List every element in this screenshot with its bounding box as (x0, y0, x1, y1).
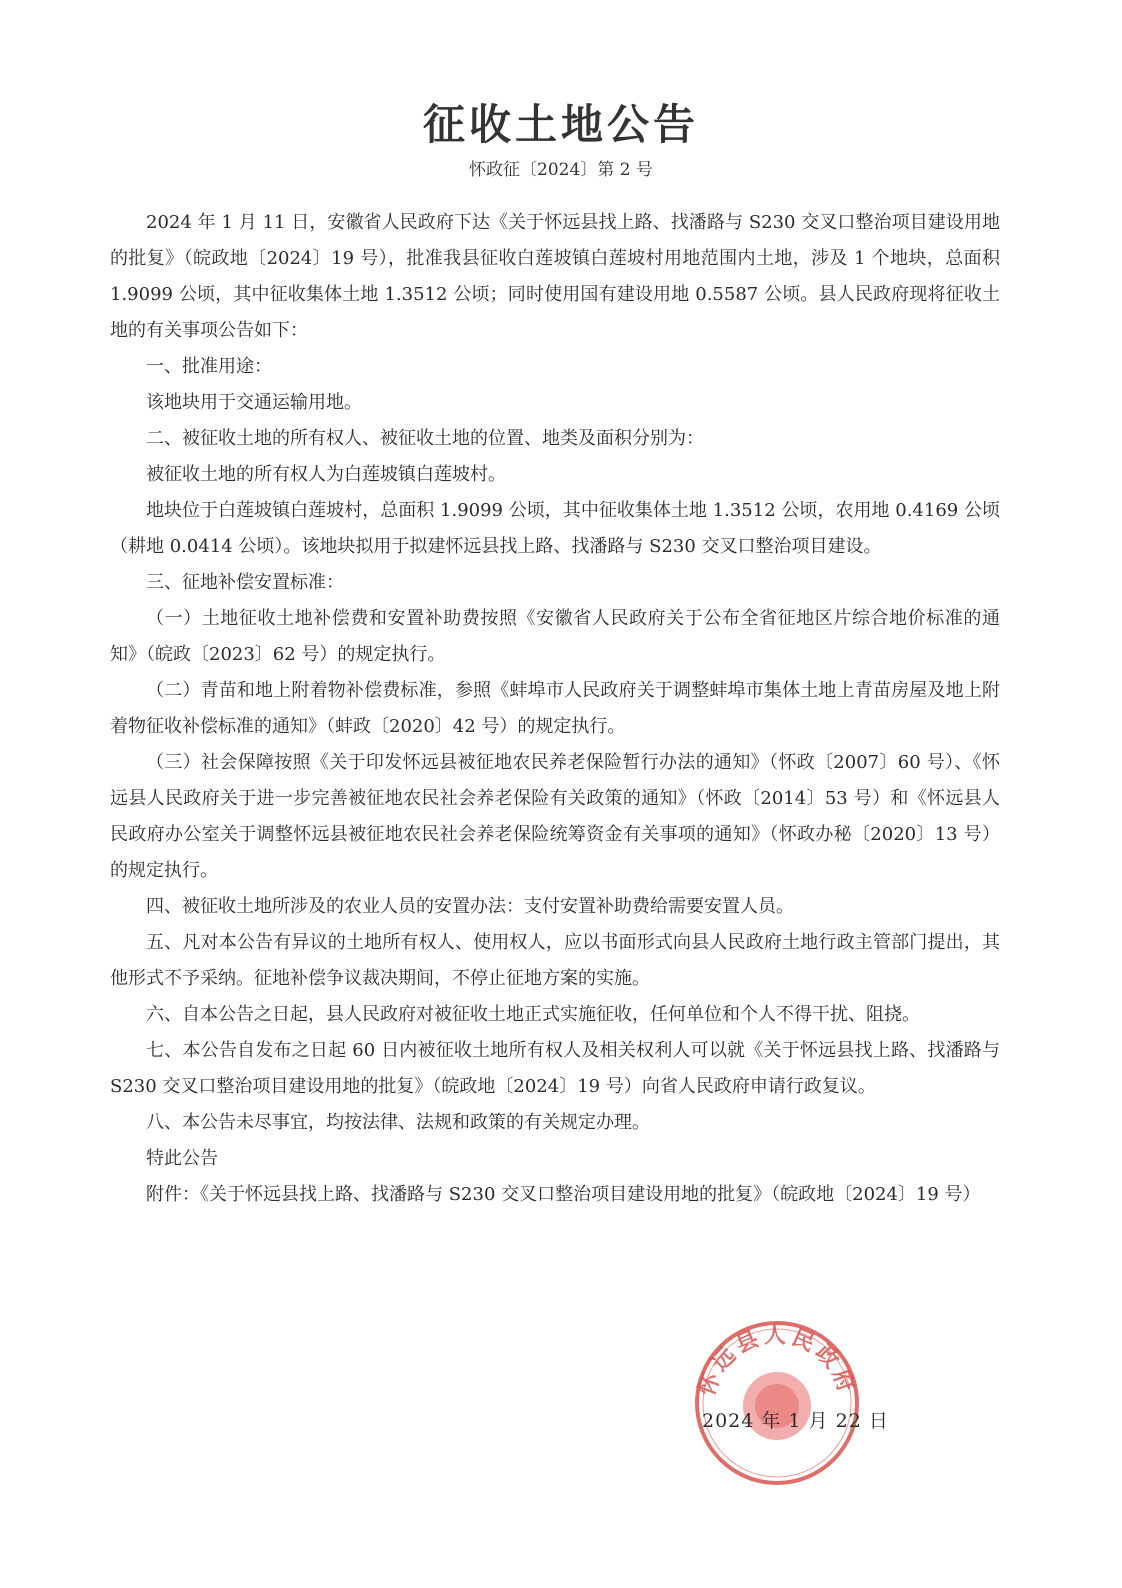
paragraph-heading-6: 六、自本公告之日起，县人民政府对被征收土地正式实施征收，任何单位和个人不得干扰、阻挠。 (146, 1004, 920, 1025)
document-number: 怀政征〔2024〕第 2 号 (469, 160, 653, 180)
paragraph-heading-4: 四、被征收土地所涉及的农业人员的安置办法：支付安置补助费给需要安置人员。 (146, 896, 794, 917)
official-seal-stamp (692, 1318, 862, 1488)
paragraph: 被征收土地的所有权人为白莲坡镇白莲坡村。 (146, 464, 506, 485)
paragraph: 地块位于白莲坡镇白莲坡村，总面积 1.9099 公顷，其中征收集体土地 1.3512 公顷，农用地 0.4169 公顷（耕地 0.0414 公顷）。该地块拟用于拟建怀远县找上路、找潘路与 S230 交叉口整治项目建设。 (110, 500, 1000, 557)
paragraph-heading-5: 五、凡对本公告有异议的土地所有权人、使用权人，应以书面形式向县人民政府土地行政主管部门提出，其他形式不予采纳。征地补偿争议裁决期间，不停止征地方案的实施。 (110, 932, 1000, 989)
document-body (110, 205, 1000, 1213)
paragraph-heading-2: 二、被征收土地的所有权人、被征收土地的位置、地类及面积分别为： (146, 428, 704, 449)
svg-text:怀远县人民政府: 怀远县人民政府 (694, 1323, 860, 1400)
paragraph: （一）土地征收土地补偿费和安置补助费按照《安徽省人民政府关于公布全省征地区片综合地价标准的通知》（皖政〔2023〕62 号）的规定执行。 (110, 608, 1000, 665)
paragraph-intro: 2024 年 1 月 11 日，安徽省人民政府下达《关于怀远县找上路、找潘路与 S230 交叉口整治项目建设用地的批复》（皖政地〔2024〕19 号），批准我县征收白莲坡镇白莲坡村用地范围内土地，涉及 1 个地块，总面积 1.9099 公顷，其中征收集体土地 1.3512 公顷；同时使用国有建设用地 0.5587 公顷。县人民政府现将征收土地的有关事项公告如下： (110, 212, 1000, 341)
document-date: 2024 年 1 月 22 日 (702, 1410, 889, 1432)
paragraph: 该地块用于交通运输用地。 (146, 392, 362, 413)
paragraph-heading-8: 八、本公告未尽事宜，均按法律、法规和政策的有关规定办理。 (146, 1112, 650, 1133)
paragraph-heading-1: 一、批准用途： (146, 356, 272, 377)
paragraph-heading-3: 三、征地补偿安置标准： (146, 572, 344, 593)
paragraph: （三）社会保障按照《关于印发怀远县被征地农民养老保险暂行办法的通知》（怀政〔2007〕60 号）、《怀远县人民政府关于进一步完善被征地农民社会养老保险有关政策的通知》（怀政〔2014〕53 号）和《怀远县人民政府办公室关于调整怀远县被征地农民社会养老保险统筹资金有关事项的通知》（怀政办秘〔2020〕13 号）的规定执行。 (110, 752, 1000, 881)
attachment-line: 附件：《关于怀远县找上路、找潘路与 S230 交叉口整治项目建设用地的批复》（皖政地〔2024〕19 号） (146, 1184, 981, 1205)
paragraph-heading-7: 七、本公告自发布之日起 60 日内被征收土地所有权人及相关权利人可以就《关于怀远县找上路、找潘路与 S230 交叉口整治项目建设用地的批复》（皖政地〔2024〕19 号）向省人民政府申请行政复议。 (110, 1040, 1000, 1097)
document-title: 征收土地公告 (422, 100, 699, 149)
closing-phrase: 特此公告 (146, 1148, 218, 1169)
paragraph: （二）青苗和地上附着物补偿费标准，参照《蚌埠市人民政府关于调整蚌埠市集体土地上青苗房屋及地上附着物征收补偿标准的通知》（蚌政〔2020〕42 号）的规定执行。 (110, 680, 1000, 737)
